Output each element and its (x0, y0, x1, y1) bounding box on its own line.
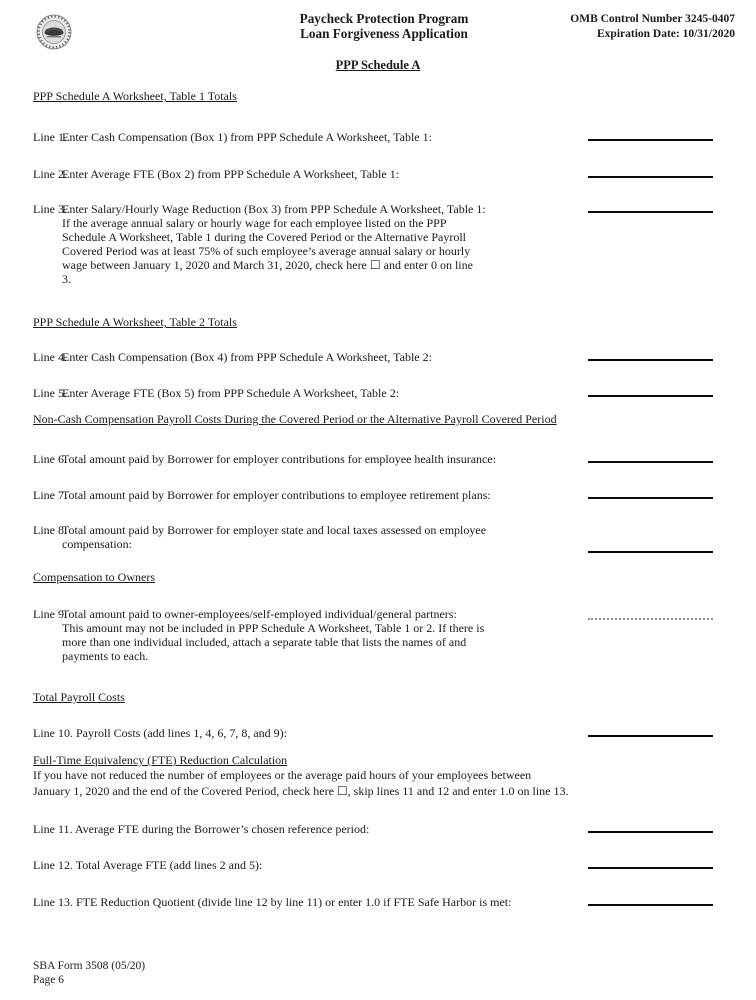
line-9-entry-field[interactable] (588, 609, 713, 620)
line-9-text: Total amount paid to owner-employees/self-employed individual/general partners: This amount may not be included in PPP Schedule A Worksheet, Table 1 or 2. If there is more than one individual included, attach a separate table that lists the names of and payments to each. (62, 607, 485, 663)
line-1-text: Enter Cash Compensation (Box 1) from PPP Schedule A Worksheet, Table 1: (62, 130, 432, 144)
line-5-text: Enter Average FTE (Box 5) from PPP Schedule A Worksheet, Table 2: (62, 386, 400, 400)
footer-page-number: Page 6 (33, 974, 64, 986)
line-3-text: Enter Salary/Hourly Wage Reduction (Box 3) from PPP Schedule A Worksheet, Table 1: If the average annual salary or hourly wage for each employee listed on the PPP Schedule A Worksheet, Table 1 during the Covered Period or the Alternative Payroll Covered Period was at least 75% of such employee’s average annual salary or hourly wage between January 1, 2020 and March 31, 2020, check here ☐ and enter 0 on line 3. (62, 202, 486, 286)
line-7-label: Line 7. (33, 488, 67, 502)
omb-control-number: OMB Control Number 3245-0407 (570, 13, 735, 25)
line-1-entry-field[interactable] (588, 130, 713, 141)
line-11-text: Line 11. Average FTE during the Borrower’s chosen reference period: (33, 822, 370, 836)
form-line-10 (33, 726, 713, 740)
form-line-3 (33, 202, 713, 286)
footer-form-number: SBA Form 3508 (05/20) (33, 960, 146, 972)
form-line-9 (33, 607, 713, 663)
page-header (33, 11, 735, 63)
line-4-entry-field[interactable] (588, 350, 713, 361)
line-10-entry-field[interactable] (588, 726, 713, 737)
line-13-text: Line 13. FTE Reduction Quotient (divide line 12 by line 11) or enter 1.0 if FTE Safe Harbor is met: (33, 895, 512, 909)
line-3-entry-field[interactable] (588, 202, 713, 213)
section-heading-total-payroll: Total Payroll Costs (33, 690, 125, 704)
form-line-11 (33, 822, 713, 836)
line-12-text: Line 12. Total Average FTE (add lines 2 and 5): (33, 858, 263, 872)
line-5-label: Line 5. (33, 386, 67, 400)
line-8-entry-field[interactable] (588, 542, 713, 553)
form-line-2 (33, 167, 713, 181)
line-6-text: Total amount paid by Borrower for employer contributions for employee health insurance: (62, 452, 497, 466)
line-12-entry-field[interactable] (588, 858, 713, 869)
line-4-text: Enter Cash Compensation (Box 4) from PPP Schedule A Worksheet, Table 2: (62, 350, 432, 364)
line-2-label: Line 2. (33, 167, 67, 181)
form-line-5 (33, 386, 713, 400)
fte-calculation-block (33, 753, 713, 799)
fte-note-line2: January 1, 2020 and the end of the Covered Period, check here ☐, skip lines 11 and 12 and enter 1.0 on line 13. (33, 784, 569, 798)
line-6-entry-field[interactable] (588, 452, 713, 463)
line-10-text: Line 10. Payroll Costs (add lines 1, 4, 6, 7, 8, and 9): (33, 726, 287, 740)
omb-block (570, 12, 735, 41)
section-heading-table2-totals: PPP Schedule A Worksheet, Table 2 Totals (33, 315, 237, 329)
form-line-1 (33, 130, 713, 144)
line-8-text: Total amount paid by Borrower for employer state and local taxes assessed on employee compensation: (62, 523, 487, 551)
section-heading-fte-calc: Full-Time Equivalency (FTE) Reduction Calculation (33, 753, 288, 767)
form-line-6 (33, 452, 713, 466)
section-heading-noncash: Non-Cash Compensation Payroll Costs During the Covered Period or the Alternative Payroll Covered Period (33, 412, 557, 426)
line-3-label: Line 3. (33, 202, 67, 216)
section-heading-owners: Compensation to Owners (33, 570, 155, 584)
line-13-entry-field[interactable] (588, 895, 713, 906)
form-line-4 (33, 350, 713, 364)
form-title-line2: Loan Forgiveness Application (300, 25, 468, 41)
line-2-entry-field[interactable] (588, 167, 713, 178)
line-1-label: Line 1. (33, 130, 67, 144)
line-7-text: Total amount paid by Borrower for employer contributions to employee retirement plans: (62, 488, 491, 502)
form-line-7 (33, 488, 713, 502)
section-heading-table1-totals: PPP Schedule A Worksheet, Table 1 Totals (33, 89, 237, 103)
form-line-13 (33, 895, 713, 909)
page-footer (33, 959, 145, 987)
line-8-label: Line 8. (33, 523, 67, 537)
line-6-label: Line 6. (33, 452, 67, 466)
schedule-title: PPP Schedule A (335, 58, 421, 72)
line-2-text: Enter Average FTE (Box 2) from PPP Schedule A Worksheet, Table 1: (62, 167, 400, 181)
fte-note-line1: If you have not reduced the number of employees or the average paid hours of your employees between (33, 768, 532, 782)
line-5-entry-field[interactable] (588, 386, 713, 397)
line-7-entry-field[interactable] (588, 488, 713, 499)
form-line-8 (33, 523, 713, 551)
line-9-label: Line 9. (33, 607, 67, 621)
form-title-line1: Paycheck Protection Program (299, 11, 469, 26)
expiration-date: Expiration Date: 10/31/2020 (597, 27, 735, 40)
form-line-12 (33, 858, 713, 872)
line-11-entry-field[interactable] (588, 822, 713, 833)
line-4-label: Line 4. (33, 350, 67, 364)
